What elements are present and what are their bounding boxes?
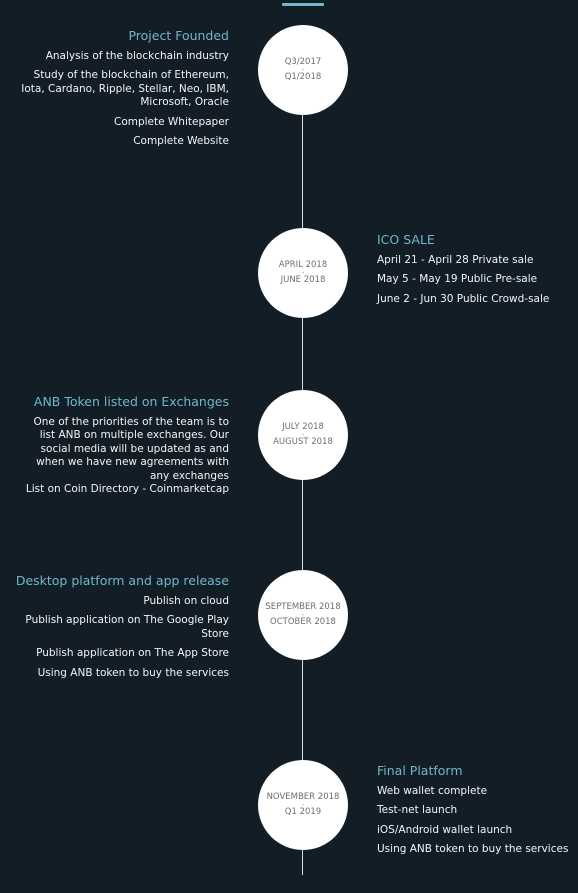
milestone-item: Using ANB token to buy the services bbox=[377, 843, 569, 856]
milestone-item: iOS/Android wallet launch bbox=[377, 823, 513, 836]
date-separator: - bbox=[301, 610, 305, 619]
milestone-desktop-platform bbox=[14, 574, 229, 686]
milestone-item: List on Coin Directory - Coinmarketcap bbox=[25, 483, 229, 496]
date-start: APRIL 2018 bbox=[278, 259, 328, 270]
milestone-project-founded bbox=[19, 29, 229, 155]
milestone-item: Publish on cloud bbox=[143, 594, 229, 607]
milestone-date-circle bbox=[258, 570, 348, 660]
date-end: Q1 2019 bbox=[284, 807, 322, 818]
milestone-date-circle bbox=[258, 228, 348, 318]
milestone-item: Test-net launch bbox=[377, 804, 458, 817]
milestone-item: Web wallet complete bbox=[377, 784, 488, 797]
milestone-title: ANB Token listed on Exchanges bbox=[33, 394, 229, 409]
date-start: SEPTEMBER 2018 bbox=[265, 601, 341, 612]
milestone-item: Using ANB token to buy the services bbox=[37, 666, 229, 679]
milestone-item: Publish application on The App Store bbox=[36, 647, 229, 660]
milestone-date-circle bbox=[258, 25, 348, 115]
milestone-final-platform bbox=[377, 764, 572, 863]
date-end: JUNE 2018 bbox=[280, 275, 326, 286]
milestone-title: Final Platform bbox=[377, 763, 463, 778]
milestone-date-circle bbox=[258, 760, 348, 850]
top-accent-bar bbox=[282, 3, 324, 6]
milestone-anb-token-listed bbox=[19, 395, 229, 503]
date-separator: - bbox=[301, 800, 305, 809]
milestone-item: June 2 - Jun 30 Public Crowd-sale bbox=[377, 292, 550, 305]
date-start: JULY 2018 bbox=[282, 421, 324, 432]
date-end: AUGUST 2018 bbox=[273, 437, 333, 448]
milestone-title: ICO SALE bbox=[377, 232, 435, 247]
date-separator: - bbox=[301, 65, 305, 74]
milestone-item: Analysis of the blockchain industry bbox=[45, 49, 229, 62]
milestone-item: One of the priorities of the team is to list ANB on multiple exchanges. Our social media will be updated as and when we have new agreements with any exchanges bbox=[33, 415, 229, 482]
date-separator: - bbox=[301, 268, 305, 277]
milestone-ico-sale bbox=[377, 233, 567, 312]
milestone-title: Project Founded bbox=[128, 28, 229, 43]
date-start: Q3/2017 bbox=[284, 56, 322, 67]
milestone-item: Complete Website bbox=[133, 135, 229, 148]
milestone-item: April 21 - April 28 Private sale bbox=[377, 253, 534, 266]
date-separator: - bbox=[301, 430, 305, 439]
date-end: Q1/2018 bbox=[284, 72, 322, 83]
date-start: NOVEMBER 2018 bbox=[266, 791, 340, 802]
milestone-item: Complete Whitepaper bbox=[113, 115, 229, 128]
milestone-item: Study of the blockchain of Ethereum, Iota, Cardano, Ripple, Stellar, Neo, IBM, Microsoft, Oracle bbox=[21, 69, 229, 109]
milestone-date-circle bbox=[258, 390, 348, 480]
date-end: OCTOBER 2018 bbox=[270, 617, 336, 628]
milestone-item: May 5 - May 19 Public Pre-sale bbox=[377, 273, 538, 286]
milestone-item: Publish application on The Google Play Store bbox=[25, 614, 229, 640]
milestone-title: Desktop platform and app release bbox=[15, 573, 229, 588]
